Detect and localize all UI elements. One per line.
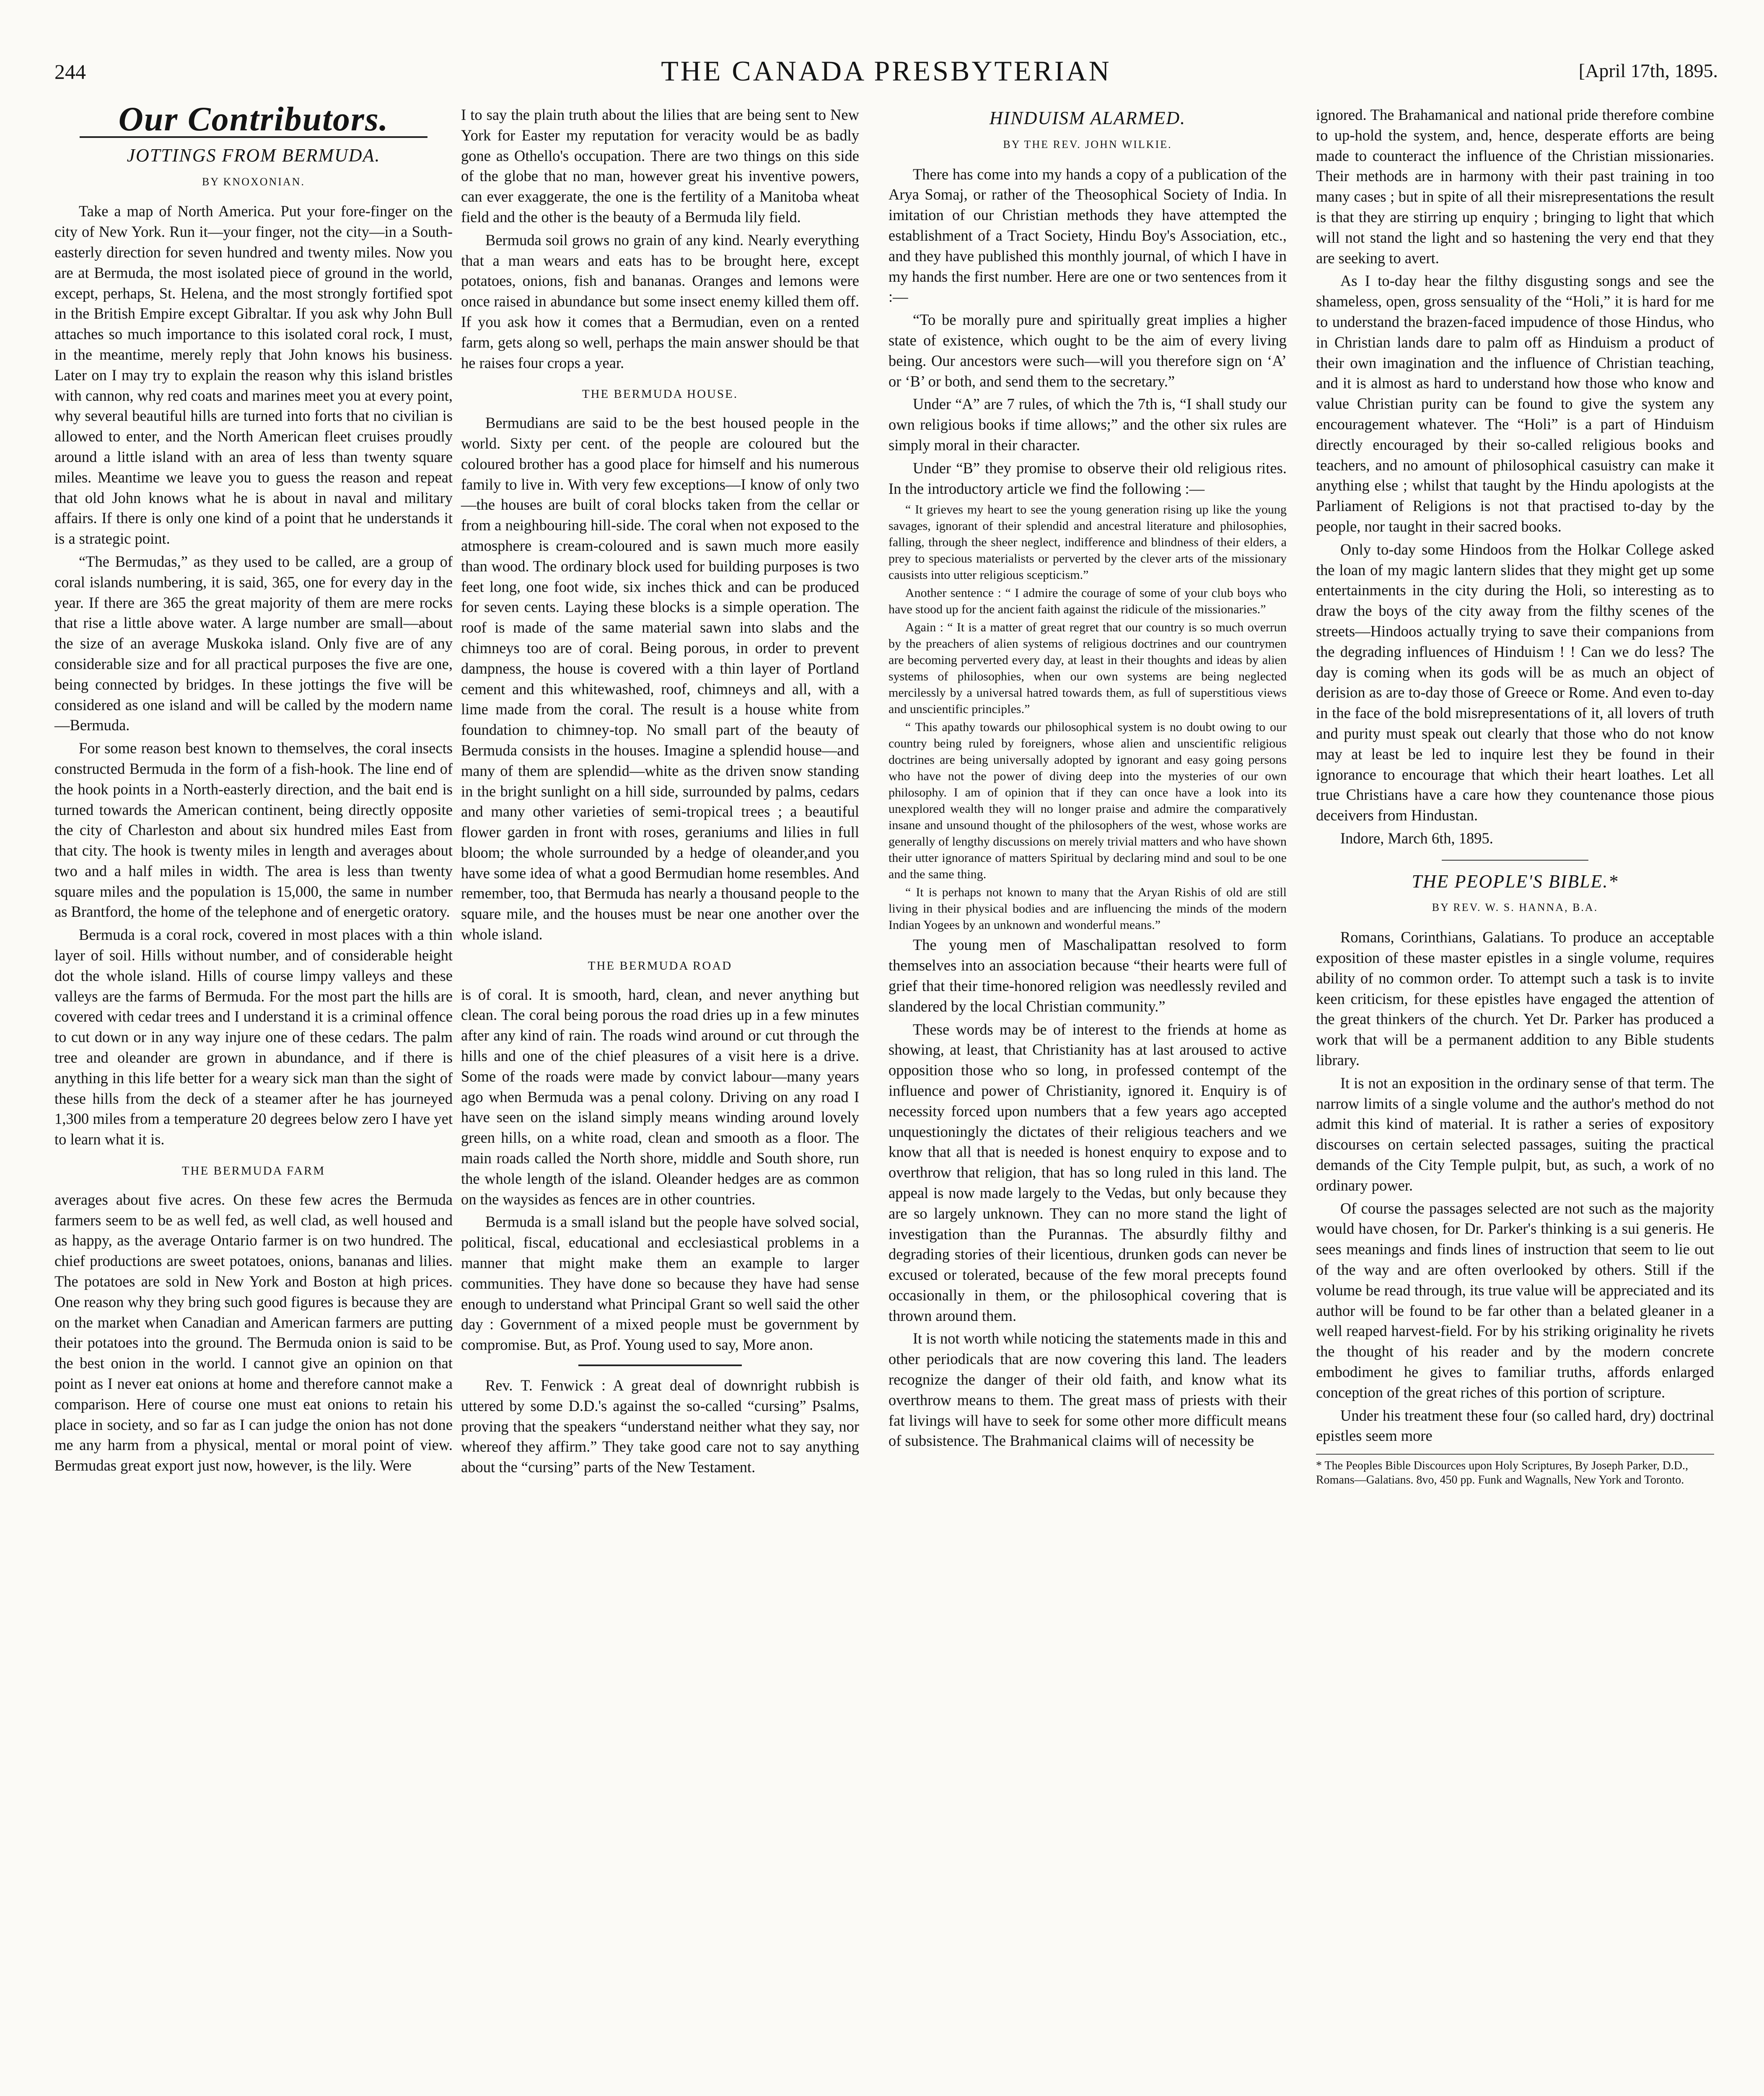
subheading-bermuda-farm: THE BERMUDA FARM — [181, 1164, 326, 1178]
subheading-bermuda-road: THE BERMUDA ROAD — [588, 959, 733, 973]
paragraph: I to say the plain truth about the lilies that are being sent to New York for Easter my reputation for veracity would be as badly gone as Othello's occupation. There are two things on this side of the globe that no man, however great his inventive powers, can ever exaggerate, the one is the fertility of a Manitoba wheat field and the other is the beauty of a Bermuda lily field. — [461, 106, 859, 226]
paragraph: Bermudians are said to be the best housed people in the world. Sixty per cent. of the people are coloured but the coloured brother has a good place for himself and his numerous family to live in. With very few exceptions—I know of only two—the houses are built of coral blocks taken from the cellar or from a neighbouring hill-side. The coral when not exposed to the atmosphere is cream-coloured and is sawn much more easily than wood. The ordinary block used for building purposes is two feet long, one foot wide, six inches thick and can be produced for seven cents. Laying these blocks is a simple operation. The roof is made of the same material sawn into slabs and the chimneys too are of coral. Being porous, in order to prevent dampness, the house is covered with a thin layer of Portland cement and this whitewashed, roof, chimneys and all, with a lime made from the coral. The result is a house white from foundation to chimney-top. No small part of the beauty of Bermuda consists in the houses. Imagine a splendid house—and many of them are splendid—white as the driven snow standing in the bright sunlight on a hill side, surrounded by palms, cedars and many other varieties of semi-tropical trees ; a beautiful flower garden in front with roses, geraniums and lilies in full bloom; the whole surrounded by a hedge of oleander,and you have some idea of what a good Bermudian home resembles. And remember, too, that Bermuda has nearly a thousand people to the square mile, and the houses must be near one another over the whole island. — [461, 414, 859, 943]
paragraph: Of course the passages selected are not such as the majority would have chosen, for Dr. Parker's thinking is a sui generis. He sees meanings and finds lines of instruction that seem to lie out of the way and are often overlooked by others. Still if the volume be read through, its true value will be appreciated and its author will be found to be far other than a belated gleaner in a well reaped harvest-field. For by his striking originality he rivets the thought of his reader and by the modern concrete embodiment he gives to familiar truths, affords enlarged conception of the great riches of this portion of scripture. — [1316, 1199, 1714, 1401]
issue-date: [April 17th, 1895. — [1578, 60, 1718, 81]
paragraph: These words may be of interest to the friends at home as showing, at least, that Christianity has at last aroused to active opposition those who so long, in professed contempt of the influence and power of Christianity, ignored it. Enquiry is of necessity forced upon numbers that a few years ago accepted unquestioningly the dictates of their religious teachers and we know that all that is needed is honest enquiry to expose and to overthrow that religion, that has so long ruled in this land. The appeal is now made largely to the Vedas, but only because they are so largely unknown. They can no more stand the light of investigation than the Purannas. The absurdly filthy and degrading stories of their licentious, drunken gods can never be excused or tolerated, because of the few moral precepts found occasionally in them, or the philosophical covering that is thrown around them. — [888, 1020, 1287, 1324]
paragraph: Take a map of North America. Put your fore-finger on the city of New York. Run it—your finger, not the city—in a South-easterly direction for seven hundred and twenty miles. Now you are at Bermuda, the most isolated piece of ground in the world, except, perhaps, St. Helena, and the most strongly fortified spot in the British Empire except Gibraltar. If you ask why John Bull attaches so much importance to this isolated coral rock, I must, in the meantime, merely reply that John knows his business. Later on I may try to explain the reason why this island bristles with cannon, why red coats and marines meet you at every point, why several beautiful hills are turned into forts that no civilian is allowed to enter, and the North American fleet cruises proudly around a little island with an area of less than twenty square miles. Meantime we leave you to guess the reason and repeat that old John knows what he is about in naval and military affairs. If there is only one kind of a point that he understands it is a strategic point. — [54, 202, 453, 547]
paragraph: For some reason best known to themselves, the coral insects constructed Bermuda in the form of a fish-hook. The line end of the hook points in a North-easterly direction, and the bait end is turned towards the American continent, being directly opposite the city of Charleston and about six hundred miles East from that city. The hook is twenty miles in length and averages about two and a half miles in width. The area is less than twenty square miles and the population is 15,000, the same in number as Brantford, the home of the telephone and of energetic oratory. — [54, 739, 453, 921]
paragraph: There has come into my hands a copy of a publication of the Arya Somaj, or rather of the Theosophical Society of India. In imitation of our Christian methods they have attempted the establishment of a Tract Society, Hindu Boy's Association, etc., and they have published this monthly journal, of which I have in my hands the first number. Here are one or two sentences from it :— — [888, 165, 1287, 306]
paragraph: “To be morally pure and spiritually great implies a higher state of existence, which ought to be the aim of every living being. Our ancestors were such—will you therefore sign on ‘A’ or ‘B’ or both, and send them to the secretary.” — [888, 311, 1287, 390]
article-title-hinduism: HINDUISM ALARMED. — [989, 108, 1186, 128]
quotation: Again : “ It is a matter of great regret that our country is so much overrun by the preachers of alien systems of religious doctrines and our countrymen are becoming perverted every day, at least in their thoughts and ideas by alien systems of philosophies, when our own systems are being neglected mercilessly by a universal hatred towards them, as full of superstitious views and unscientific principles.” — [888, 620, 1287, 716]
paragraph: Bermuda soil grows no grain of any kind. Nearly everything that a man wears and eats has to be brought here, except potatoes, onions, fish and bananas. Oranges and lemons were once raised in abundance but some insect enemy killed them off. If you ask how it comes that a Bermudian, even on a rented farm, gets along so well, perhaps the main answer should be that he raises four crops a year. — [461, 231, 859, 371]
paragraph: The young men of Maschalipattan resolved to form themselves into an association because “their hearts were full of grief that their time-honored religion was needlessly reviled and slandered by the local Christian community.” — [888, 936, 1287, 1015]
column-3 — [888, 105, 1287, 1454]
footnote: * The Peoples Bible Discources upon Holy Scriptures, By Joseph Parker, D.D., Romans—Galatians. 8vo, 450 pp. Funk and Wagnalls, New York and Toronto. — [1316, 1454, 1714, 1487]
quotation: “ This apathy towards our philosophical system is no doubt owing to our country being ruled by foreigners, whose alien and unscientific religious doctrines are being universally adopted by ignorant and easy going persons who have not the power of diving deep into the mysteries of our own philosophy. I am of opinion that if they can once have a look into its unexplored wealth they will no longer praise and admire the comparatively insane and unsound thought of the philosophers of the west, whose works are generally of lengthy discussions on merely trivial matters and who have shown their utter ignorance of matters Spiritual by declaring mind and soul to be one and the same thing. — [888, 720, 1287, 882]
quotation: Another sentence : “ I admire the courage of some of your club boys who have stood up for the ancient faith against the ridicule of the missionaries.” — [888, 586, 1287, 617]
column-2 — [461, 105, 859, 1480]
paragraph: It is not an exposition in the ordinary sense of that term. The narrow limits of a single volume and the author's method do not admit this kind of material. It is rather a series of expository discourses on certain selected passages, suiting the practical demands of the City Temple pulpit, but, as such, a work of no ordinary power. — [1316, 1074, 1714, 1194]
byline-knoxonian: BY KNOXONIAN. — [202, 175, 306, 188]
quotation: “ It grieves my heart to see the young generation rising up like the young savages, ignorant of their splendid and ancestral literature and philosophies, falling, through the sheer neglect, indifference and blindness of their elders, a prey to specious materialists or perverted by the clever arts of the missionary causists into utter religious scepticism.” — [888, 503, 1287, 582]
publication-title: THE CANADA PRESBYTERIAN — [661, 55, 1111, 87]
paragraph: It is not worth while noticing the statements made in this and other periodicals that are now covering this land. The leaders recognize the danger of their old faith, and know what its overthrow means to them. The great mass of priests with their fat livings will have to seek for some other more difficult means of subsistence. The Brahmanical claims will of necessity be — [888, 1330, 1287, 1450]
article-title-peoples-bible: THE PEOPLE'S BIBLE.* — [1412, 871, 1619, 892]
column-1 — [54, 100, 453, 1479]
paragraph: ignored. The Brahamanical and national pride therefore combine to up-hold the system, and, hence, desperate efforts are being made to counteract the influence of the Christian missionaries. Their methods are in harmony with their past training in too many cases ; but in spite of all their misrepresentations the result is that they are stirring up enquiry ; bringing to light that which will not stand the light and so hastening the very end that they are seeking to avert. — [1316, 106, 1714, 267]
paragraph: Only to-day some Hindoos from the Holkar College asked the loan of my magic lantern slides that they might get up some entertainments in the city during the Holi, so interesting as to draw the boys of the city away from the filthy scenes of the streets—Hindoos actually trying to save their companions from the degrading influences of Hinduism ! ! Can we do less? The day is coming when its gods will be as much an object of derision as are to-day those of Greece or Rome. And even to-day in the face of the bold misrepresentations of it, all lovers of truth and purity must speak out clearly that those who do not know may at least be led to inquire lest they be found in their ignorance to encourage that which their heart loathes. Let all true Christians have a care how they countenance those pious deceivers from Hindustan. — [1316, 540, 1714, 824]
paragraph: Romans, Corinthians, Galatians. To produce an acceptable exposition of these master epistles in a single volume, requires ability of no common order. To attempt such a task is to invite keen criticism, for these epistles have engaged the attention of the great thinkers of the church. Yet Dr. Parker has produced a work that will be a permanent addition to any Bible students library. — [1316, 929, 1714, 1069]
divider — [1442, 860, 1588, 861]
byline-hanna: BY REV. W. S. HANNA, B.A. — [1432, 901, 1598, 914]
page-number: 244 — [54, 60, 86, 83]
paragraph: As I to-day hear the filthy disgusting songs and see the shameless, open, gross sensuality of the “Holi,” it is hard for me to understand the brazen-faced impudence of those Hindus, who in Christian lands dare to palm off as Hinduism a product of their own imagination and the influence of Christian teaching, and it is almost as hard to understand how those who know and value Christian purity can be found to give the system any encouragement whatever. The “Holi” is a part of Hinduism directly encouraged by their so-called religious books and teachers, and no amount of philosophical casuistry can make it anything else ; whilst that taught by the Hindu apologists at the Parliament of Religions is not that practised to-day by the people, nor taught in their sacred books. — [1316, 272, 1714, 535]
paragraph: is of coral. It is smooth, hard, clean, and never anything but clean. The coral being porous the road dries up in a few minutes after any kind of rain. The roads wind around or cut through the hills and one of the chief pleasures of a visit here is a drive. Some of the roads were made by convict labour—many years ago when Bermuda was a penal colony. Driving on any road I have seen on the island simply means winding around lovely green hills, on a white road, clean and smooth as a floor. The main roads called the North shore, middle and South shore, run the whole length of the island. Oleander hedges are as common on the waysides as fences are in other countries. — [461, 986, 859, 1208]
subheading-bermuda-house: THE BERMUDA HOUSE. — [582, 387, 738, 401]
paragraph: Under his treatment these four (so called hard, dry) doctrinal epistles seem more — [1316, 1406, 1714, 1445]
byline-wilkie: BY THE REV. JOHN WILKIE. — [1003, 138, 1172, 150]
paragraph: Bermuda is a small island but the people have solved social, political, fiscal, educational and ecclesiastical problems in a manner that might make them an example to larger communities. They have done so because they have had sense enough to understand what Principal Grant so well said the other day : Government of a mixed people must be government by compromise. But, as Prof. Young used to say, More anon. — [461, 1213, 859, 1354]
paragraph-fenwick: Rev. T. Fenwick : A great deal of downright rubbish is uttered by some D.D.'s against the so-called “cursing” Psalms, proving that the speakers “understand neither what they say, nor whereof they affirm.” They take good care not to say anything about the “cursing” parts of the New Testament. — [461, 1377, 859, 1476]
quotation: “ It is perhaps not known to many that the Aryan Rishis of old are still living in their physical bodies and are influencing the minds of the modern Indian Yogees by an unknown and wonderful means.” — [888, 885, 1287, 932]
paragraph: “The Bermudas,” as they used to be called, are a group of coral islands numbering, it is said, 365, one for every day in the year. If there are 365 the great majority of them are mere rocks that rise a little above water. A large number are small—about the size of an average Muskoka island. Only five are of any considerable size and for all practical purposes the five are one, being connected by bridges. In these jottings the five will be considered as one island and will be called by the modern name—Bermuda. — [54, 553, 453, 734]
section-masthead: Our Contributors. — [118, 100, 389, 138]
paragraph: Under “A” are 7 rules, of which the 7th is, “I shall study our own religious books if time allows;” and the other six rules are simply moral in their character. — [888, 395, 1287, 454]
column-4 — [1316, 105, 1714, 1487]
paragraph: averages about five acres. On these few acres the Bermuda farmers seem to be as well fed, as well clad, as well housed and as happy, as the average Ontario farmer is on two hundred. The chief productions are sweet potatoes, onions, bananas and lilies. The potatoes are sold in New York and Boston at high prices. One reason why they bring such good figures is because they are on the market when Canadian and American farmers are putting their potatoes into the ground. The Bermuda onion is said to be the best onion in the world. I cannot give an opinion on that point as I never eat onions at home and therefore cannot make a comparison. Here of course one must eat onions to retain his place in society, and so far as I can judge the onion has not done me any harm from a physical, mental or moral point of view. Bermudas great export just now, however, is the lily. Were — [54, 1191, 453, 1474]
paragraph: Bermuda is a coral rock, covered in most places with a thin layer of soil. Hills without number, and of considerable height dot the whole island. Hills of course limpy valleys and these valleys are the farms of Bermuda. For the most part the hills are covered with cedar trees and I understand it is a criminal offence to cut down or in any way injure one of these cedars. The palm tree and oleander are grown in abundance, and if there is anything in this life better for a weary sick man than the sight of these hills from the deck of a steamer after he has journeyed 1,300 miles from a temperature 20 degrees below zero I have yet to learn what it is. — [54, 926, 453, 1148]
divider — [578, 1364, 742, 1366]
page-header — [54, 50, 1718, 88]
paragraph: Under “B” they promise to observe their old religious rites. In the introductory article we find the following :— — [888, 459, 1287, 497]
article-title-bermuda: JOTTINGS FROM BERMUDA. — [127, 145, 381, 166]
signoff: Indore, March 6th, 1895. — [1340, 829, 1493, 847]
